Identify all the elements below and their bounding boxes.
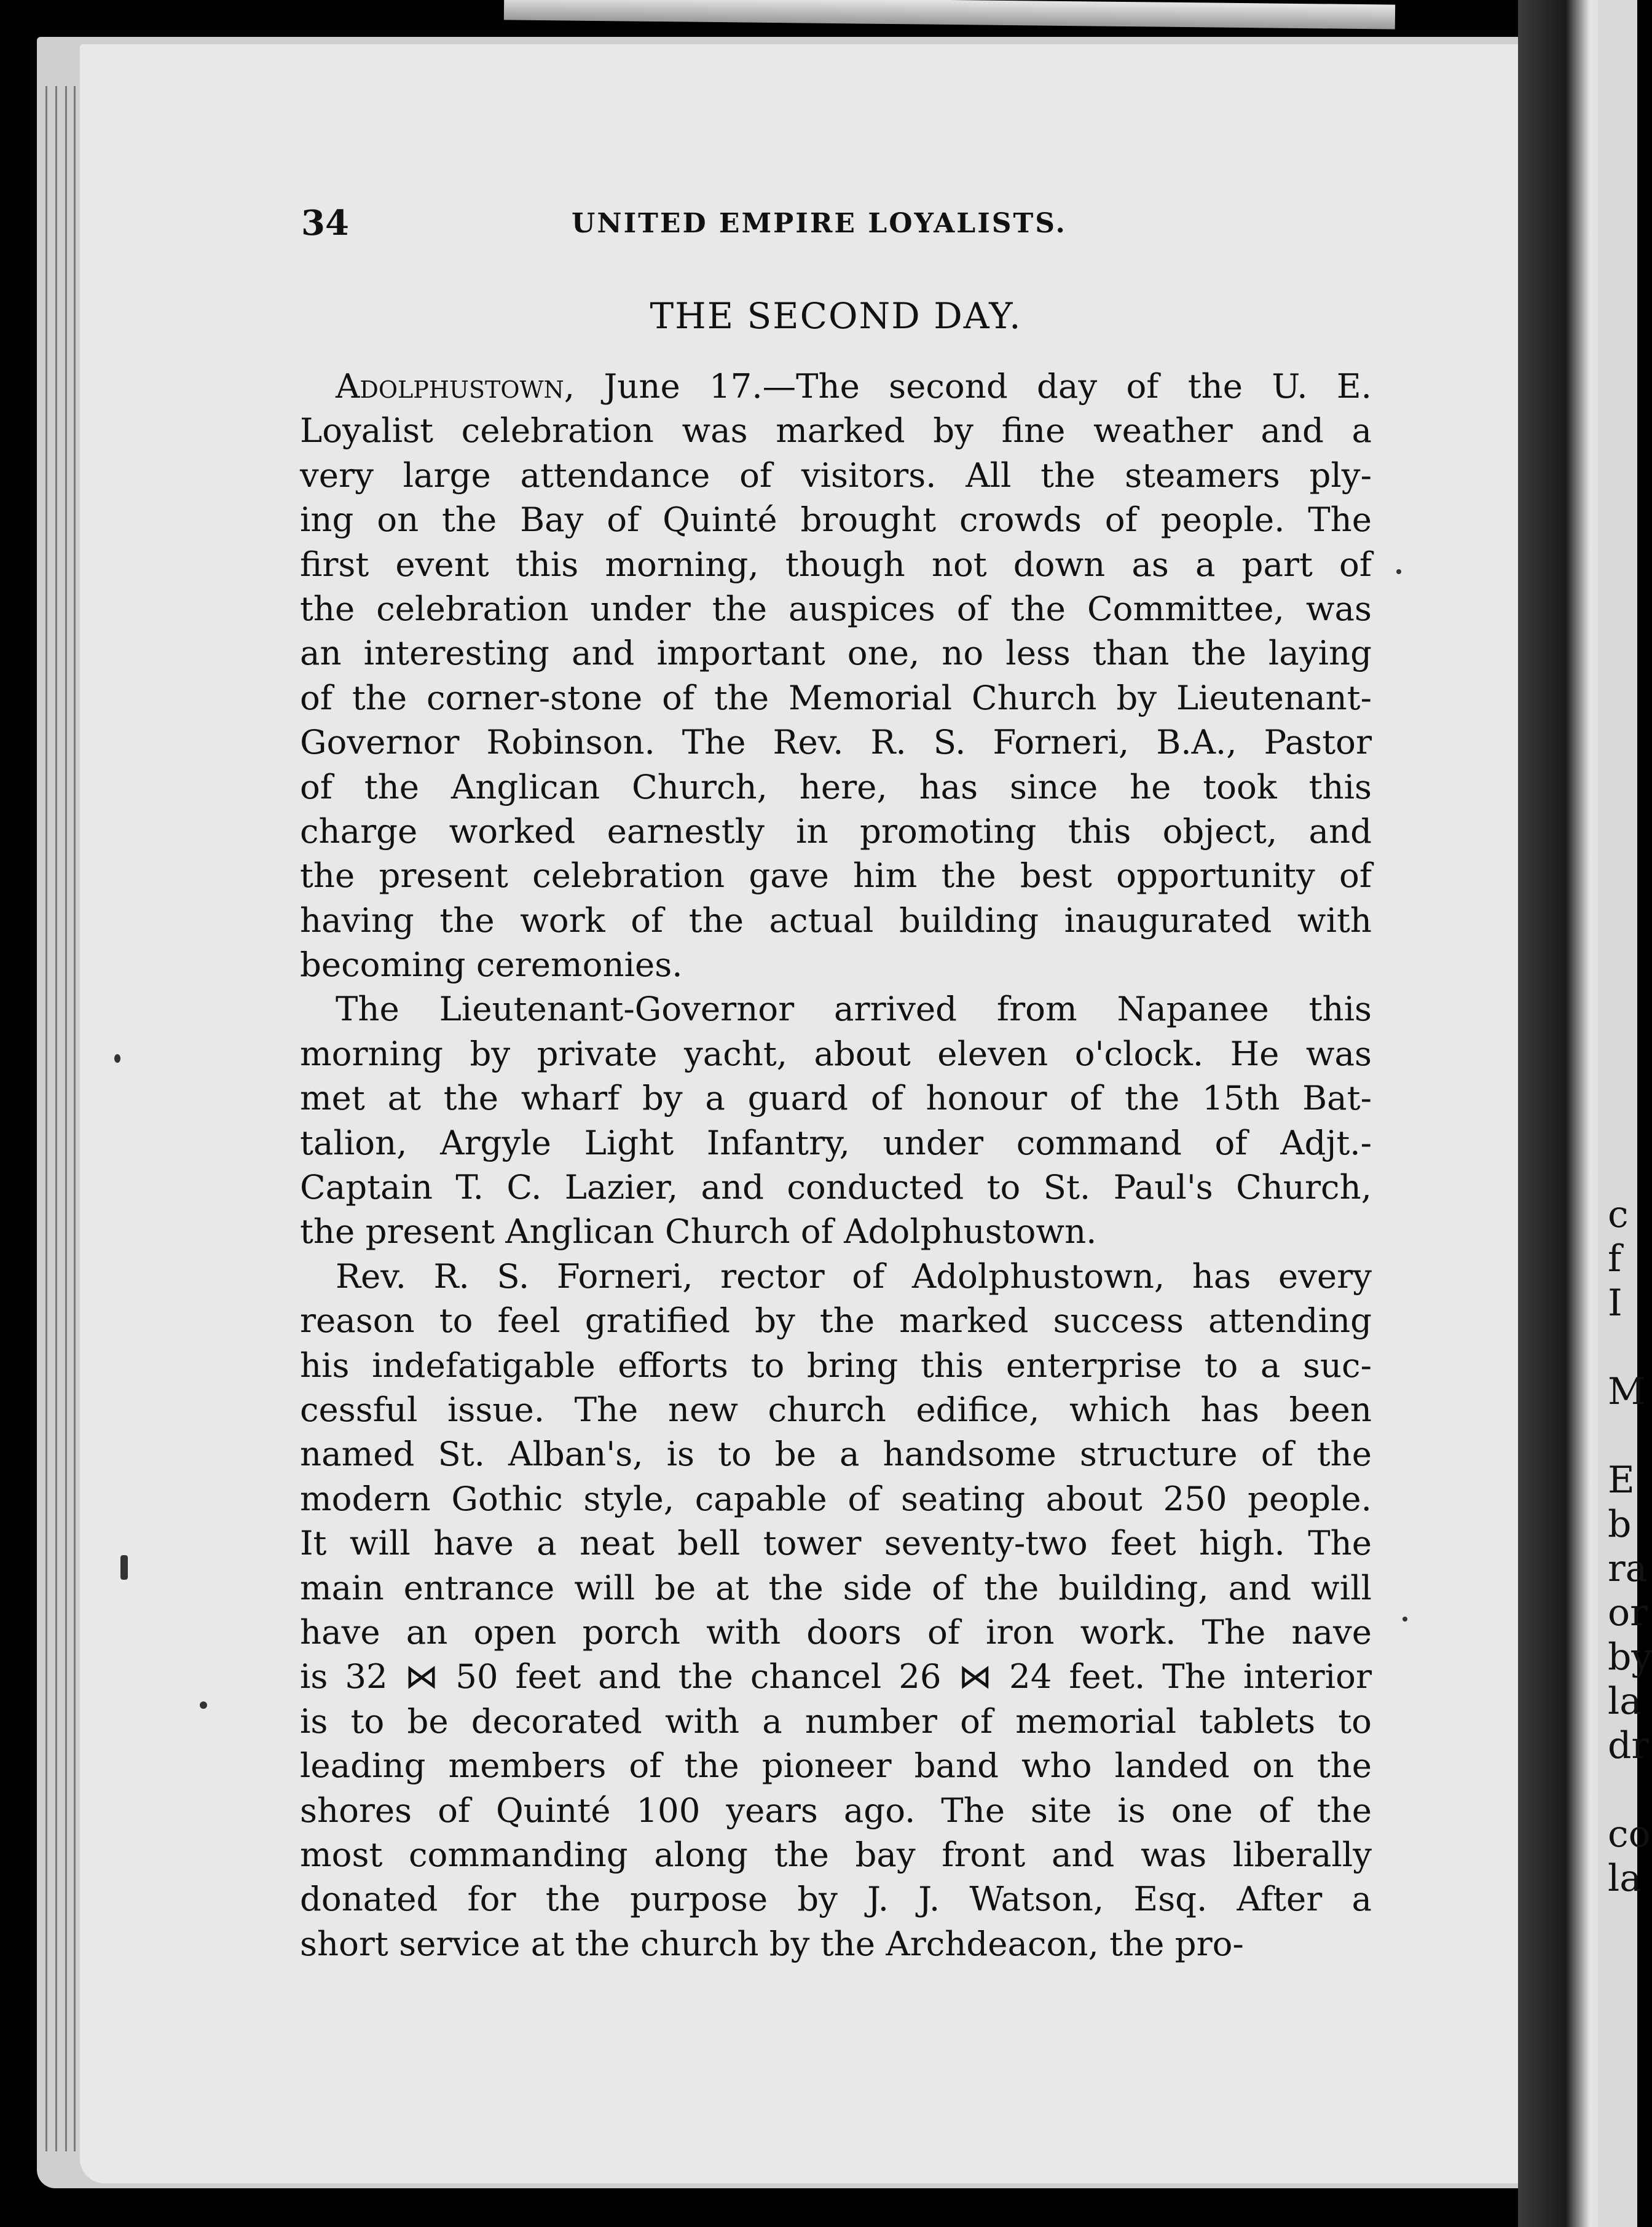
- running-head: UNITED EMPIRE LOYALISTS.: [572, 208, 1067, 239]
- text-line: [300, 1254, 1372, 1298]
- scan-speck: [200, 1701, 207, 1709]
- page-edge-line: [45, 86, 47, 2151]
- text-line: [300, 1476, 1372, 1521]
- text-line: [300, 1209, 1372, 1253]
- text-line-content: his indefatigable efforts to bring this enterprise to a suc-: [300, 1345, 1372, 1385]
- text-line: [300, 586, 1372, 631]
- text-line-content: ing on the Bay of Quinté brought crowds of people. The: [300, 500, 1372, 540]
- text-line-content: Governor Robinson. The Rev. R. S. Forneri, B.A., Pastor: [300, 722, 1372, 762]
- text-line-content: becoming ceremonies.: [300, 945, 683, 985]
- text-line-content: leading members of the pioneer band who landed on the: [300, 1746, 1372, 1786]
- page-edge-line: [74, 86, 76, 2151]
- text-line: [300, 765, 1372, 809]
- text-line-content: morning by private yacht, about eleven o'clock. He was: [300, 1033, 1372, 1073]
- text-line-content: Loyalist celebration was marked by fine weather and a: [300, 411, 1372, 451]
- scan-speck: [114, 1054, 120, 1063]
- text-line: [300, 1521, 1372, 1565]
- text-line-content: met at the wharf by a guard of honour of the 15th Bat-: [300, 1078, 1372, 1118]
- text-line: [300, 1432, 1372, 1476]
- text-line-content: Rev. R. S. Forneri, rector of Adolphustown, has every: [336, 1256, 1372, 1296]
- text-line-content: talion, Argyle Light Infantry, under command of Adjt.-: [300, 1122, 1372, 1162]
- text-line: [300, 1922, 1372, 1966]
- scan-speck: [1396, 569, 1401, 574]
- text-line: [300, 942, 1372, 987]
- dateline-place: Adolphustown,: [336, 366, 575, 406]
- text-line-content: having the work of the actual building inaugurated with: [300, 900, 1372, 940]
- text-line: [300, 1076, 1372, 1120]
- book-top-edge: [504, 0, 1395, 30]
- body-text: [300, 364, 1372, 1966]
- text-line-content: the celebration under the auspices of the Committee, was: [300, 588, 1372, 628]
- text-line: [300, 1387, 1372, 1432]
- text-line: [300, 364, 1372, 408]
- text-line: [300, 1343, 1372, 1387]
- adjacent-fragment: c: [1608, 1193, 1629, 1236]
- adjacent-fragment: [1608, 1414, 1637, 1458]
- text-line: [300, 542, 1372, 586]
- text-line: [300, 1566, 1372, 1610]
- text-line: [300, 720, 1372, 764]
- text-line: [300, 1298, 1372, 1342]
- adjacent-fragment: M: [1608, 1370, 1646, 1413]
- text-line: [300, 1610, 1372, 1654]
- text-line-content: June 17.—The second day of the U. E.: [575, 366, 1372, 406]
- adjacent-fragment: E: [1608, 1459, 1635, 1502]
- text-line: [300, 408, 1372, 452]
- page-number: 34: [301, 203, 349, 243]
- text-line-content: cessful issue. The new church edifice, which has been: [300, 1389, 1372, 1429]
- text-line: [300, 497, 1372, 542]
- text-line-content: most commanding along the bay front and was liberally: [300, 1834, 1372, 1874]
- adjacent-fragment: la: [1608, 1680, 1642, 1723]
- scan-speck: [120, 1555, 128, 1580]
- text-line-content: is 32 ⋈ 50 feet and the chancel 26 ⋈ 24 feet. The interior: [300, 1657, 1372, 1697]
- text-line-content: the present Anglican Church of Adolphustown.: [300, 1212, 1097, 1251]
- page-edge-line: [65, 86, 67, 2151]
- text-line: [300, 631, 1372, 675]
- text-line: [300, 1654, 1372, 1698]
- text-line-content: The Lieutenant-Governor arrived from Napanee this: [336, 989, 1372, 1029]
- text-line: [300, 1743, 1372, 1788]
- adjacent-page-text: [1608, 1192, 1652, 1901]
- adjacent-fragment: by: [1608, 1636, 1652, 1679]
- text-line-content: It will have a neat bell tower seventy-two feet high. The: [300, 1523, 1372, 1563]
- adjacent-fragment: or: [1608, 1591, 1648, 1634]
- text-line-content: shores of Quinté 100 years ago. The site is one of the: [300, 1790, 1372, 1830]
- scan-speck: [1402, 1617, 1407, 1622]
- text-line: [300, 809, 1372, 853]
- adjacent-fragment: dr: [1608, 1724, 1650, 1767]
- text-line-content: charge worked earnestly in promoting this object, and: [300, 811, 1372, 851]
- adjacent-fragment: [1608, 1325, 1637, 1370]
- text-line: [300, 853, 1372, 897]
- adjacent-fragment: b: [1608, 1503, 1632, 1546]
- text-line-content: of the Anglican Church, here, has since he took this: [300, 767, 1372, 806]
- adjacent-fragment: la: [1608, 1857, 1642, 1900]
- text-line: [300, 1699, 1372, 1743]
- text-line: [300, 987, 1372, 1031]
- section-title: THE SECOND DAY.: [650, 295, 1022, 337]
- text-line: [300, 1121, 1372, 1165]
- adjacent-fragment: f: [1608, 1237, 1622, 1280]
- text-line-content: the present celebration gave him the best opportunity of: [300, 856, 1372, 896]
- text-line: [300, 1877, 1372, 1921]
- text-line: [300, 1832, 1372, 1877]
- text-line: [300, 898, 1372, 942]
- text-line: [300, 453, 1372, 497]
- adjacent-fragment: [1608, 1768, 1637, 1812]
- page-header: [301, 203, 1100, 252]
- text-line-content: is to be decorated with a number of memorial tablets to: [300, 1701, 1372, 1741]
- adjacent-fragment: co: [1608, 1813, 1651, 1856]
- text-line: [300, 1031, 1372, 1076]
- text-line: [300, 676, 1372, 720]
- text-line-content: of the corner-stone of the Memorial Church by Lieutenant-: [300, 677, 1372, 717]
- text-line-content: reason to feel gratified by the marked success attending: [300, 1301, 1372, 1341]
- text-line-content: Captain T. C. Lazier, and conducted to St. Paul's Church,: [300, 1167, 1372, 1207]
- text-line-content: donated for the purpose by J. J. Watson, Esq. After a: [300, 1879, 1372, 1919]
- text-line-content: main entrance will be at the side of the building, and will: [300, 1567, 1372, 1607]
- text-line: [300, 1788, 1372, 1832]
- adjacent-fragment: I: [1608, 1282, 1622, 1325]
- text-line-content: short service at the church by the Archdeacon, the pro-: [300, 1923, 1244, 1963]
- page-edge-line: [55, 86, 57, 2151]
- text-line-content: have an open porch with doors of iron work. The nave: [300, 1612, 1372, 1652]
- text-line-content: modern Gothic style, capable of seating about 250 people.: [300, 1478, 1372, 1518]
- text-line: [300, 1165, 1372, 1209]
- text-line-content: very large attendance of visitors. All the steamers ply-: [300, 455, 1372, 495]
- text-line-content: an interesting and important one, no less than the laying: [300, 633, 1372, 673]
- text-line-content: named St. Alban's, is to be a handsome structure of the: [300, 1434, 1372, 1474]
- adjacent-fragment: ra: [1608, 1547, 1648, 1590]
- text-line-content: first event this morning, though not down as a part of: [300, 544, 1372, 584]
